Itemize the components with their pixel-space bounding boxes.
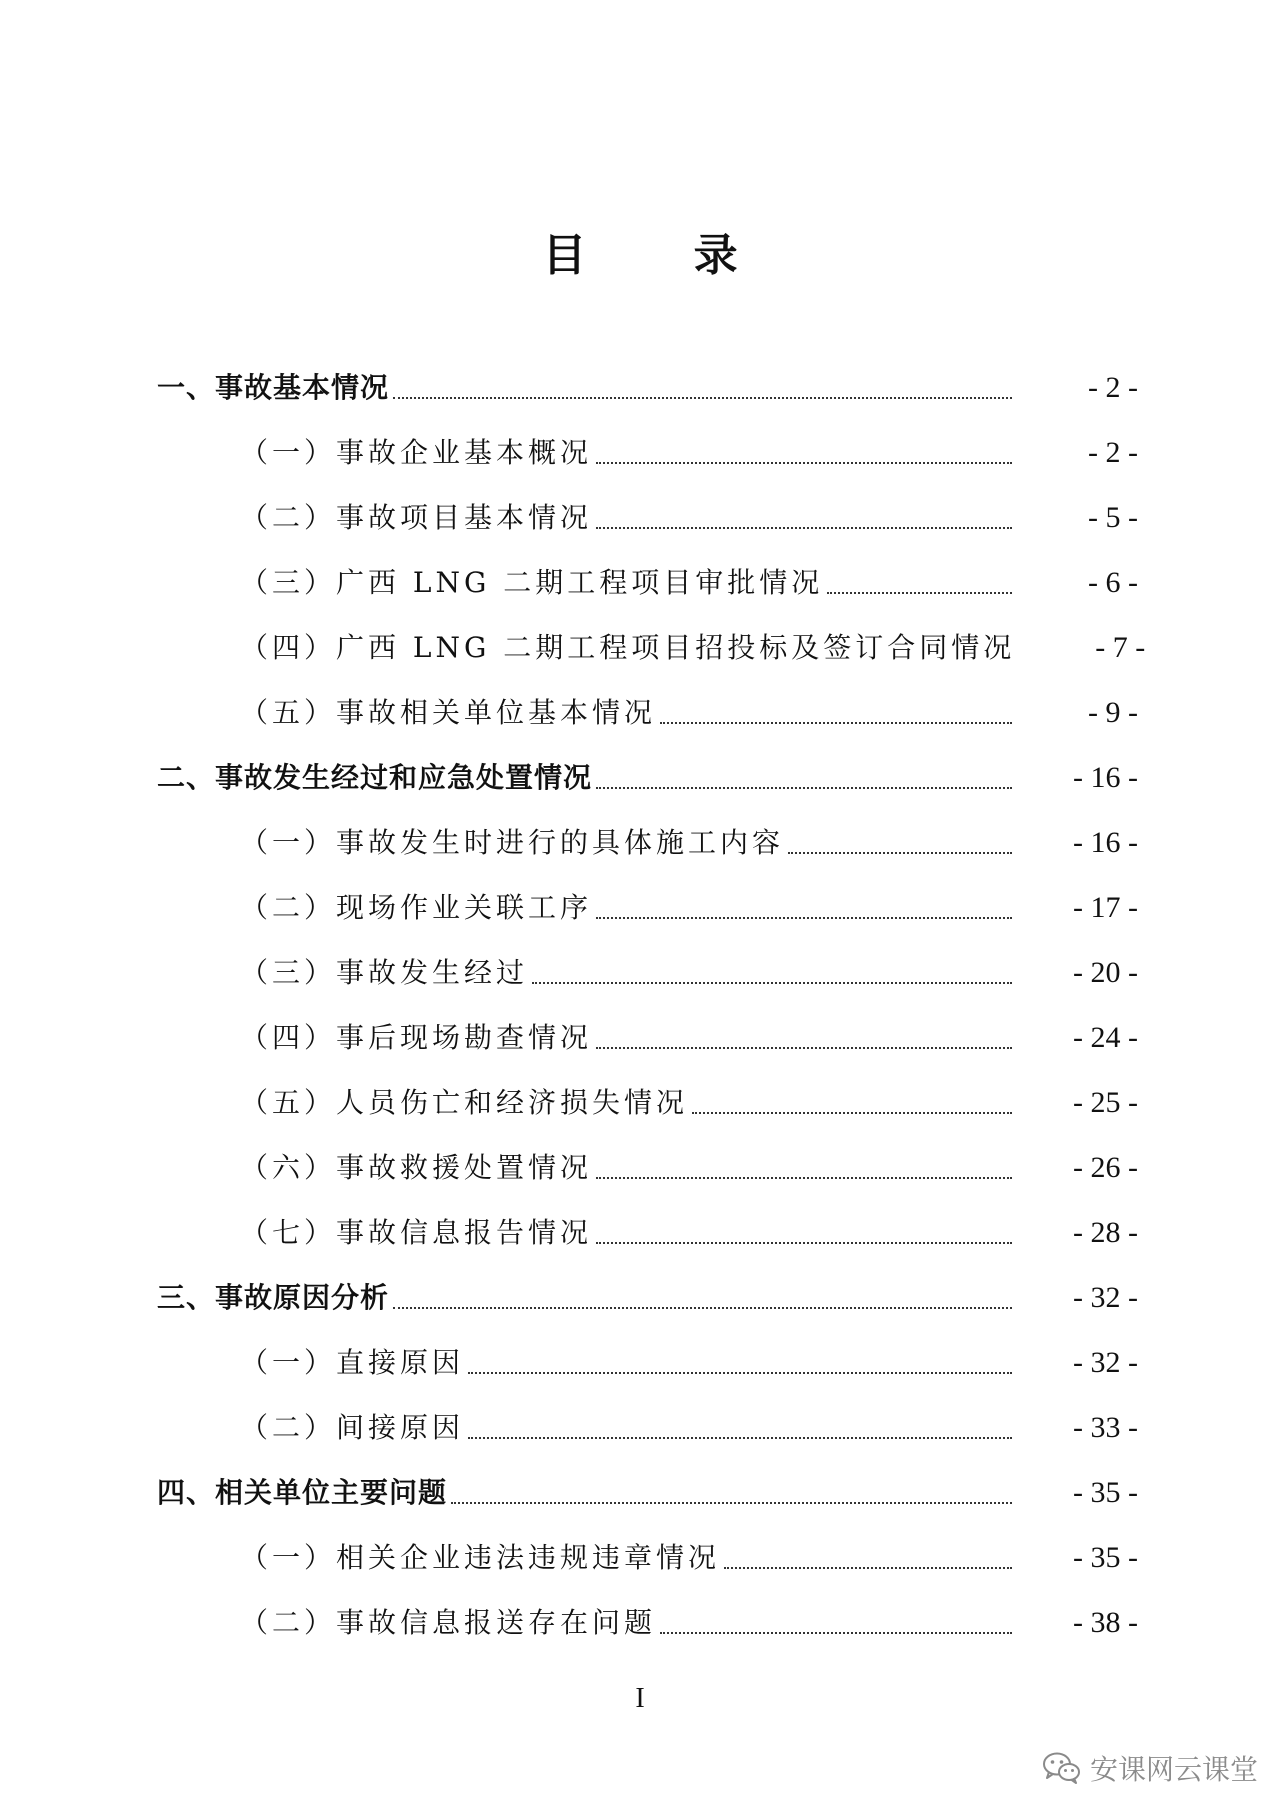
toc-entry-label: （二）事故信息报送存在问题 — [240, 1605, 657, 1639]
toc-entry-label: （一）事故企业基本概况 — [240, 435, 593, 469]
toc-entry[interactable] — [0, 355, 1280, 420]
toc-entry-label: 四、相关单位主要问题 — [157, 1475, 448, 1509]
toc-entry[interactable] — [0, 680, 1280, 745]
toc-entry-page: - 35 - — [1073, 1540, 1138, 1574]
toc-leader-dots — [451, 1502, 1012, 1504]
toc-entry-page: - 9 - — [1088, 695, 1138, 729]
toc-entry-page: - 28 - — [1073, 1215, 1138, 1249]
toc-entry[interactable] — [0, 615, 1280, 680]
toc-leader-dots — [596, 462, 1012, 464]
toc-entry-page: - 25 - — [1073, 1085, 1138, 1119]
toc-leader-dots — [692, 1112, 1012, 1114]
toc-entry-label: （六）事故救援处置情况 — [240, 1150, 593, 1184]
toc-entry-label: （五）事故相关单位基本情况 — [240, 695, 657, 729]
wechat-icon — [1042, 1751, 1082, 1785]
toc-entry-page: - 24 - — [1073, 1020, 1138, 1054]
toc-leader-dots — [596, 1177, 1012, 1179]
toc-entry[interactable] — [0, 1200, 1280, 1265]
table-of-contents — [0, 355, 1280, 1655]
toc-entry-label: （三）事故发生经过 — [240, 955, 529, 989]
toc-entry[interactable] — [0, 940, 1280, 1005]
toc-entry-label: 三、事故原因分析 — [157, 1280, 390, 1314]
toc-leader-dots — [532, 982, 1012, 984]
toc-entry-page: - 6 - — [1088, 565, 1138, 599]
toc-leader-dots — [788, 852, 1012, 854]
toc-entry[interactable] — [0, 1460, 1280, 1525]
toc-entry[interactable] — [0, 485, 1280, 550]
toc-entry[interactable] — [0, 550, 1280, 615]
toc-entry[interactable] — [0, 810, 1280, 875]
toc-entry-page: - 16 - — [1073, 760, 1138, 794]
toc-entry-label: （四）广西 LNG 二期工程项目招投标及签订合同情况 — [240, 630, 1016, 664]
toc-leader-dots — [827, 592, 1012, 594]
toc-entry-label: 一、事故基本情况 — [157, 370, 390, 404]
toc-leader-dots — [393, 397, 1012, 399]
toc-entry-page: - 7 - — [1095, 630, 1146, 664]
toc-leader-dots — [596, 527, 1012, 529]
page-number: I — [635, 1683, 645, 1714]
toc-entry[interactable] — [0, 1590, 1280, 1655]
toc-entry[interactable] — [0, 1525, 1280, 1590]
toc-entry-label: （四）事后现场勘查情况 — [240, 1020, 593, 1054]
toc-entry[interactable] — [0, 1265, 1280, 1330]
toc-leader-dots — [596, 1242, 1012, 1244]
toc-entry-label: （二）现场作业关联工序 — [240, 890, 593, 924]
toc-leader-dots — [468, 1372, 1012, 1374]
toc-entry-page: - 16 - — [1073, 825, 1138, 859]
toc-leader-dots — [596, 787, 1012, 789]
toc-entry-label: （一）直接原因 — [240, 1345, 465, 1379]
toc-entry-page: - 2 - — [1088, 370, 1138, 404]
toc-leader-dots — [596, 1047, 1012, 1049]
toc-entry-page: - 5 - — [1088, 500, 1138, 534]
toc-entry[interactable] — [0, 1135, 1280, 1200]
toc-entry-page: - 20 - — [1073, 955, 1138, 989]
toc-entry-label: （七）事故信息报告情况 — [240, 1215, 593, 1249]
toc-entry-page: - 33 - — [1073, 1410, 1138, 1444]
toc-entry-label: （二）间接原因 — [240, 1410, 465, 1444]
toc-entry[interactable] — [0, 1005, 1280, 1070]
toc-entry-page: - 32 - — [1073, 1280, 1138, 1314]
toc-leader-dots — [596, 917, 1012, 919]
toc-entry-page: - 17 - — [1073, 890, 1138, 924]
toc-leader-dots — [660, 1632, 1012, 1634]
toc-leader-dots — [724, 1567, 1012, 1569]
toc-entry-page: - 32 - — [1073, 1345, 1138, 1379]
toc-entry-label: （一）相关企业违法违规违章情况 — [240, 1540, 721, 1574]
toc-entry[interactable] — [0, 875, 1280, 940]
toc-entry[interactable] — [0, 420, 1280, 485]
toc-entry-page: - 35 - — [1073, 1475, 1138, 1509]
page-title: 目 录 — [542, 230, 784, 281]
toc-entry-page: - 2 - — [1088, 435, 1138, 469]
toc-entry[interactable] — [0, 1070, 1280, 1135]
toc-leader-dots — [393, 1307, 1012, 1309]
toc-entry-label: （五）人员伤亡和经济损失情况 — [240, 1085, 689, 1119]
toc-entry[interactable] — [0, 1330, 1280, 1395]
toc-leader-dots — [468, 1437, 1012, 1439]
toc-entry-page: - 38 - — [1073, 1605, 1138, 1639]
toc-entry[interactable] — [0, 1395, 1280, 1460]
toc-entry-label: 二、事故发生经过和应急处置情况 — [157, 760, 593, 794]
toc-entry-label: （二）事故项目基本情况 — [240, 500, 593, 534]
toc-leader-dots — [660, 722, 1012, 724]
watermark — [1042, 1748, 1258, 1788]
toc-entry-label: （三）广西 LNG 二期工程项目审批情况 — [240, 565, 824, 599]
toc-entry-page: - 26 - — [1073, 1150, 1138, 1184]
toc-entry-label: （一）事故发生时进行的具体施工内容 — [240, 825, 785, 859]
toc-entry[interactable] — [0, 745, 1280, 810]
watermark-text: 安课网云课堂 — [1089, 1753, 1258, 1786]
